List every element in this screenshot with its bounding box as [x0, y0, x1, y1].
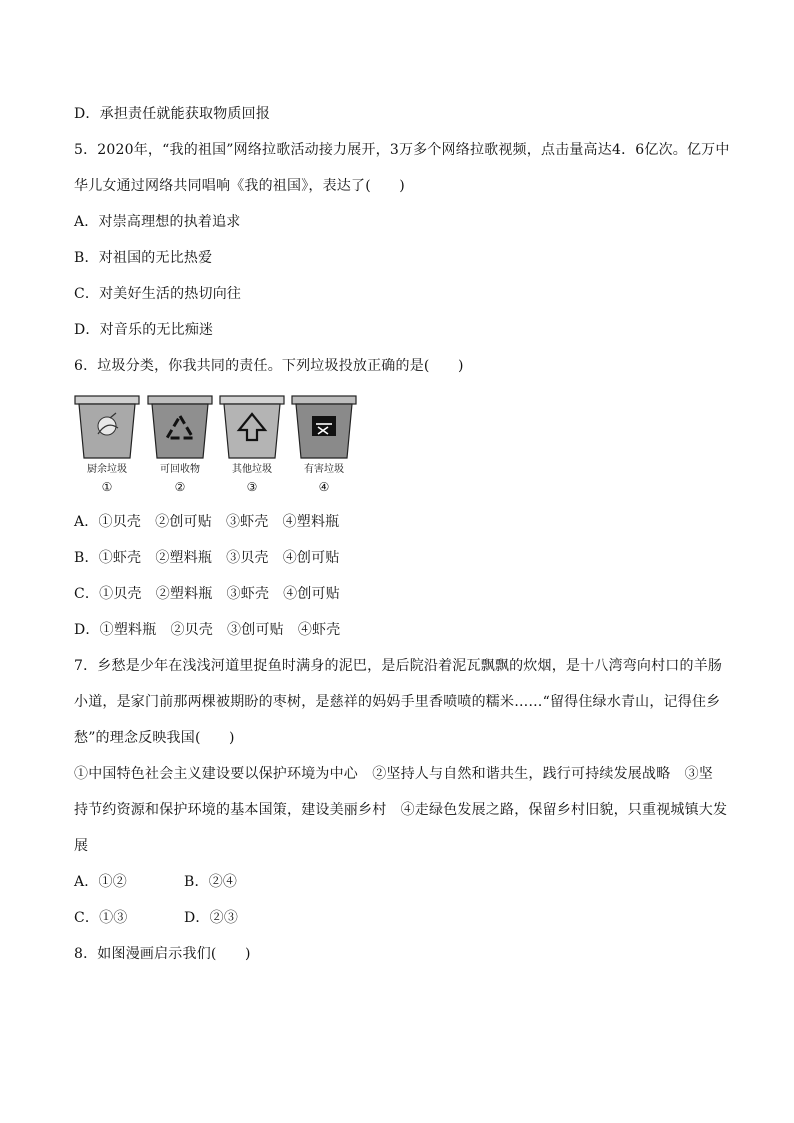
- option-letter: C．: [74, 586, 100, 602]
- option-letter: D．: [74, 622, 100, 638]
- bin-number: ①: [101, 480, 113, 494]
- q7-option-d: D．②③: [184, 910, 239, 926]
- option-item: ②塑料瓶: [155, 550, 213, 566]
- q7-statements-line3: 展: [74, 838, 89, 854]
- option-item: ②塑料瓶: [155, 586, 213, 602]
- q4-option-d: D．承担责任就能获取物质回报: [74, 106, 271, 122]
- option-item: ①虾壳: [98, 550, 142, 566]
- bin-number: ②: [174, 480, 186, 494]
- bin-hazardous: [291, 394, 357, 494]
- option-item: ④创可贴: [283, 586, 340, 602]
- q7-stem-line3: 愁”的理念反映我国( ): [74, 730, 235, 746]
- q5-option-b: B．对祖国的无比热爱: [74, 250, 213, 266]
- q7-options-ab: [74, 872, 237, 892]
- option-letter: A．: [74, 514, 99, 530]
- bin-number: ③: [246, 480, 258, 494]
- bin-recyclable: [147, 394, 213, 494]
- q8-stem: 8．如图漫画启示我们( ): [74, 946, 251, 962]
- option-item: ②创可贴: [155, 514, 212, 530]
- q6-option-d: [74, 620, 354, 640]
- bin-number: ④: [318, 480, 330, 494]
- bin-label: 有害垃圾: [304, 464, 344, 475]
- bin-label: 其他垃圾: [232, 464, 272, 475]
- option-item: ③虾壳: [225, 514, 269, 530]
- q5-stem-line2: 华儿女通过网络共同唱响《我的祖国》，表达了( ): [74, 178, 405, 194]
- q7-option-a: A．①②: [74, 874, 127, 890]
- option-item: ③创可贴: [227, 622, 284, 638]
- q6-option-b: [74, 548, 354, 568]
- bin-other-waste: [219, 394, 285, 494]
- q5-stem-line1: 5．2020年，“我的祖国”网络拉歌活动接力展开，3万多个网络拉歌视频，点击量高达4．6亿次。亿万中: [74, 142, 730, 158]
- option-item: ④创可贴: [282, 550, 340, 566]
- bin-food-waste: [74, 394, 140, 494]
- option-item: ③虾壳: [226, 586, 270, 602]
- other-waste-icon: [219, 394, 285, 460]
- q5-option-c: C．对美好生活的热切向往: [74, 286, 242, 302]
- option-letter: B．: [74, 550, 99, 566]
- q7-stem-line1: 7．乡愁是少年在浅浅河道里捉鱼时满身的泥巴，是后院沿着泥瓦飘飘的炊烟，是十八湾弯向村口的羊肠: [74, 658, 723, 674]
- option-item: ④塑料瓶: [282, 514, 340, 530]
- q7-option-c: C．①③: [74, 910, 128, 926]
- q6-option-c: [74, 584, 354, 604]
- q7-options-cd: [74, 908, 238, 928]
- option-item: ④虾壳: [297, 622, 341, 638]
- hazardous-icon: [291, 394, 357, 460]
- trash-bins-figure: [74, 394, 364, 498]
- recycle-icon: [147, 394, 213, 460]
- q7-statements-line1: ①中国特色社会主义建设要以保护环境为中心 ②坚持人与自然和谐共生，践行可持续发展战略 ③坚: [74, 766, 713, 782]
- q5-option-d: D．对音乐的无比痴迷: [74, 322, 214, 338]
- option-item: ③贝壳: [226, 550, 269, 566]
- option-item: ①塑料瓶: [99, 622, 157, 638]
- q7-stem-line2: 小道，是家门前那两棵被期盼的枣树，是慈祥的妈妈手里香喷喷的糯米……“留得住绿水青山，记得住乡: [74, 694, 721, 710]
- option-item: ①贝壳: [98, 514, 142, 530]
- q6-stem: 6．垃圾分类，你我共同的责任。下列垃圾投放正确的是( ): [74, 358, 464, 374]
- food-waste-icon: [74, 394, 140, 460]
- q6-option-a: [74, 512, 353, 532]
- q7-option-b: B．②④: [184, 874, 238, 890]
- option-item: ②贝壳: [170, 622, 214, 638]
- q7-statements-line2: 持节约资源和保护环境的基本国策，建设美丽乡村 ④走绿色发展之路，保留乡村旧貌，只重视城镇大发: [74, 802, 728, 818]
- q5-option-a: A．对崇高理想的执着追求: [74, 214, 241, 230]
- bin-label: 可回收物: [160, 464, 200, 475]
- option-item: ①贝壳: [99, 586, 142, 602]
- bin-label: 厨余垃圾: [87, 464, 127, 475]
